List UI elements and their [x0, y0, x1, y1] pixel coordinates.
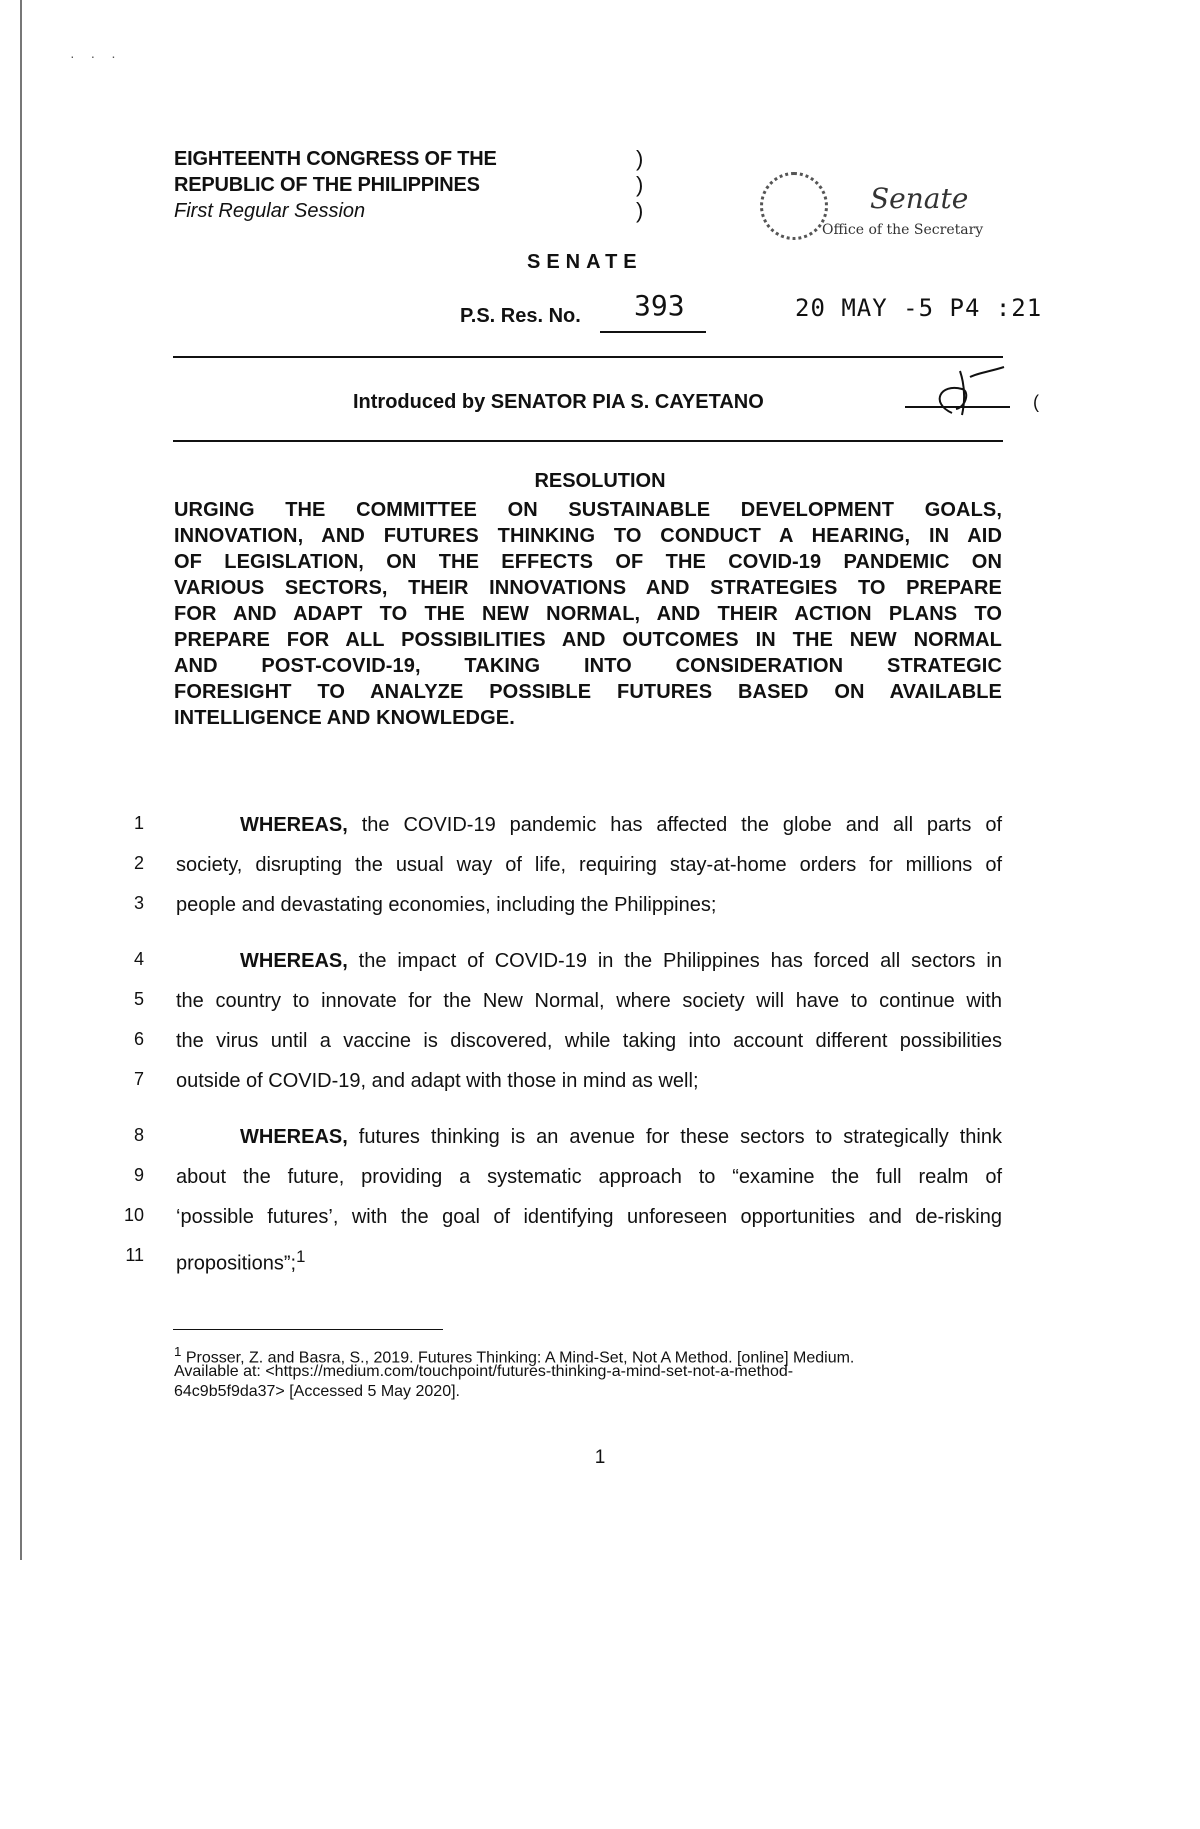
footnote-reference[interactable]: 1 — [296, 1247, 306, 1266]
signature-icon — [900, 363, 1020, 423]
title-line: INNOVATION, AND FUTURES THINKING TO CONDUCT A HEARING, IN AID — [174, 525, 1002, 547]
body-line: the virus until a vaccine is discovered, while taking into account different possibilities — [176, 1030, 1002, 1052]
body-line: outside of COVID-19, and adapt with those in mind as well; — [176, 1070, 699, 1092]
body-text: the impact of COVID-19 in the Philippines has forced all sectors in — [347, 950, 1002, 972]
stamp-title: Senate — [870, 182, 969, 215]
line-number: 5 — [133, 989, 144, 1009]
body-line: people and devastating economies, including the Philippines; — [176, 894, 717, 916]
line-number: 1 — [133, 813, 144, 833]
body-text: futures thinking is an avenue for these sectors to strategically think — [347, 1126, 1002, 1148]
title-line: INTELLIGENCE AND KNOWLEDGE. — [174, 707, 515, 729]
session-line: First Regular Session — [174, 200, 366, 222]
title-line: URGING THE COMMITTEE ON SUSTAINABLE DEVELOPMENT GOALS, — [174, 499, 1002, 521]
title-line: AND POST-COVID-19, TAKING INTO CONSIDERATION STRATEGIC — [174, 655, 1002, 677]
resolution-number-label: P.S. Res. No. — [460, 305, 581, 327]
footnote-text: Prosser, Z. and Basra, S., 2019. Futures Thinking: A Mind-Set, Not A Method. [online] Medium. — [181, 1349, 855, 1367]
scan-edge-line — [20, 0, 22, 1560]
title-line: OF LEGISLATION, ON THE EFFECTS OF THE COVID-19 PANDEMIC ON — [174, 551, 1002, 573]
title-line: FOR AND ADAPT TO THE NEW NORMAL, AND THEIR ACTION PLANS TO — [174, 603, 1002, 625]
stamp-subtitle: Office of the Secretary — [822, 222, 984, 238]
bottom-rule — [173, 440, 1003, 442]
body-line: ‘possible futures’, with the goal of identifying unforeseen opportunities and de-risking — [176, 1206, 1002, 1228]
resolution-heading: RESOLUTION — [534, 470, 666, 492]
body-line — [240, 812, 1002, 838]
republic-line: REPUBLIC OF THE PHILIPPINES — [174, 174, 480, 196]
body-line — [176, 1244, 1002, 1275]
whereas-label: WHEREAS, — [240, 950, 348, 972]
body-text: propositions”; — [176, 1252, 297, 1275]
receiving-stamp — [760, 168, 1010, 248]
resolution-number-value: 393 — [634, 289, 685, 322]
whereas-label: WHEREAS, — [240, 1126, 348, 1148]
footnote-marker: 1 — [174, 1344, 182, 1359]
page-number: 1 — [594, 1447, 606, 1468]
line-number: 7 — [133, 1069, 144, 1089]
chamber-name: SENATE — [527, 251, 643, 273]
body-line: the country to innovate for the New Normal, where society will have to continue with — [176, 990, 1002, 1012]
line-number: 2 — [133, 853, 144, 873]
resolution-number-underline — [600, 331, 706, 333]
footnote-line: Available at: <https://medium.com/touchpoint/futures-thinking-a-mind-set-not-a-method- — [174, 1363, 794, 1380]
received-timestamp: 20 MAY -5 P4 :21 — [795, 294, 1043, 322]
header-paren-1: ) — [636, 146, 644, 171]
top-rule — [173, 356, 1003, 358]
body-text: the COVID-19 pandemic has affected the globe and all parts of — [347, 814, 1002, 836]
margin-paren: ( — [1033, 392, 1039, 412]
footnote-line: 64c9b5f9da37> [Accessed 5 May 2020]. — [174, 1383, 460, 1400]
senate-seal-icon — [760, 172, 828, 240]
line-number: 3 — [133, 893, 144, 913]
header-paren-2: ) — [636, 172, 644, 197]
whereas-label: WHEREAS, — [240, 814, 348, 836]
footnote-rule — [173, 1329, 443, 1330]
title-line: VARIOUS SECTORS, THEIR INNOVATIONS AND STRATEGIES TO PREPARE — [174, 577, 1002, 599]
body-line: society, disrupting the usual way of life, requiring stay-at-home orders for millions of — [176, 854, 1002, 876]
introduced-by: Introduced by SENATOR PIA S. CAYETANO — [353, 391, 764, 413]
body-line: about the future, providing a systematic approach to “examine the full realm of — [176, 1166, 1002, 1188]
congress-line: EIGHTEENTH CONGRESS OF THE — [174, 148, 497, 170]
title-line: FORESIGHT TO ANALYZE POSSIBLE FUTURES BASED ON AVAILABLE — [174, 681, 1002, 703]
line-number: 6 — [133, 1029, 144, 1049]
line-number: 10 — [123, 1205, 144, 1225]
body-line — [240, 948, 1002, 974]
body-line — [240, 1124, 1002, 1150]
line-number: 9 — [133, 1165, 144, 1185]
line-number: 11 — [125, 1245, 144, 1265]
title-line: PREPARE FOR ALL POSSIBILITIES AND OUTCOMES IN THE NEW NORMAL — [174, 629, 1002, 651]
line-number: 8 — [133, 1125, 144, 1145]
scan-specks: · · · — [70, 48, 122, 64]
line-number: 4 — [133, 949, 144, 969]
resolution-title — [174, 497, 1002, 731]
header-paren-3: ) — [636, 198, 644, 223]
